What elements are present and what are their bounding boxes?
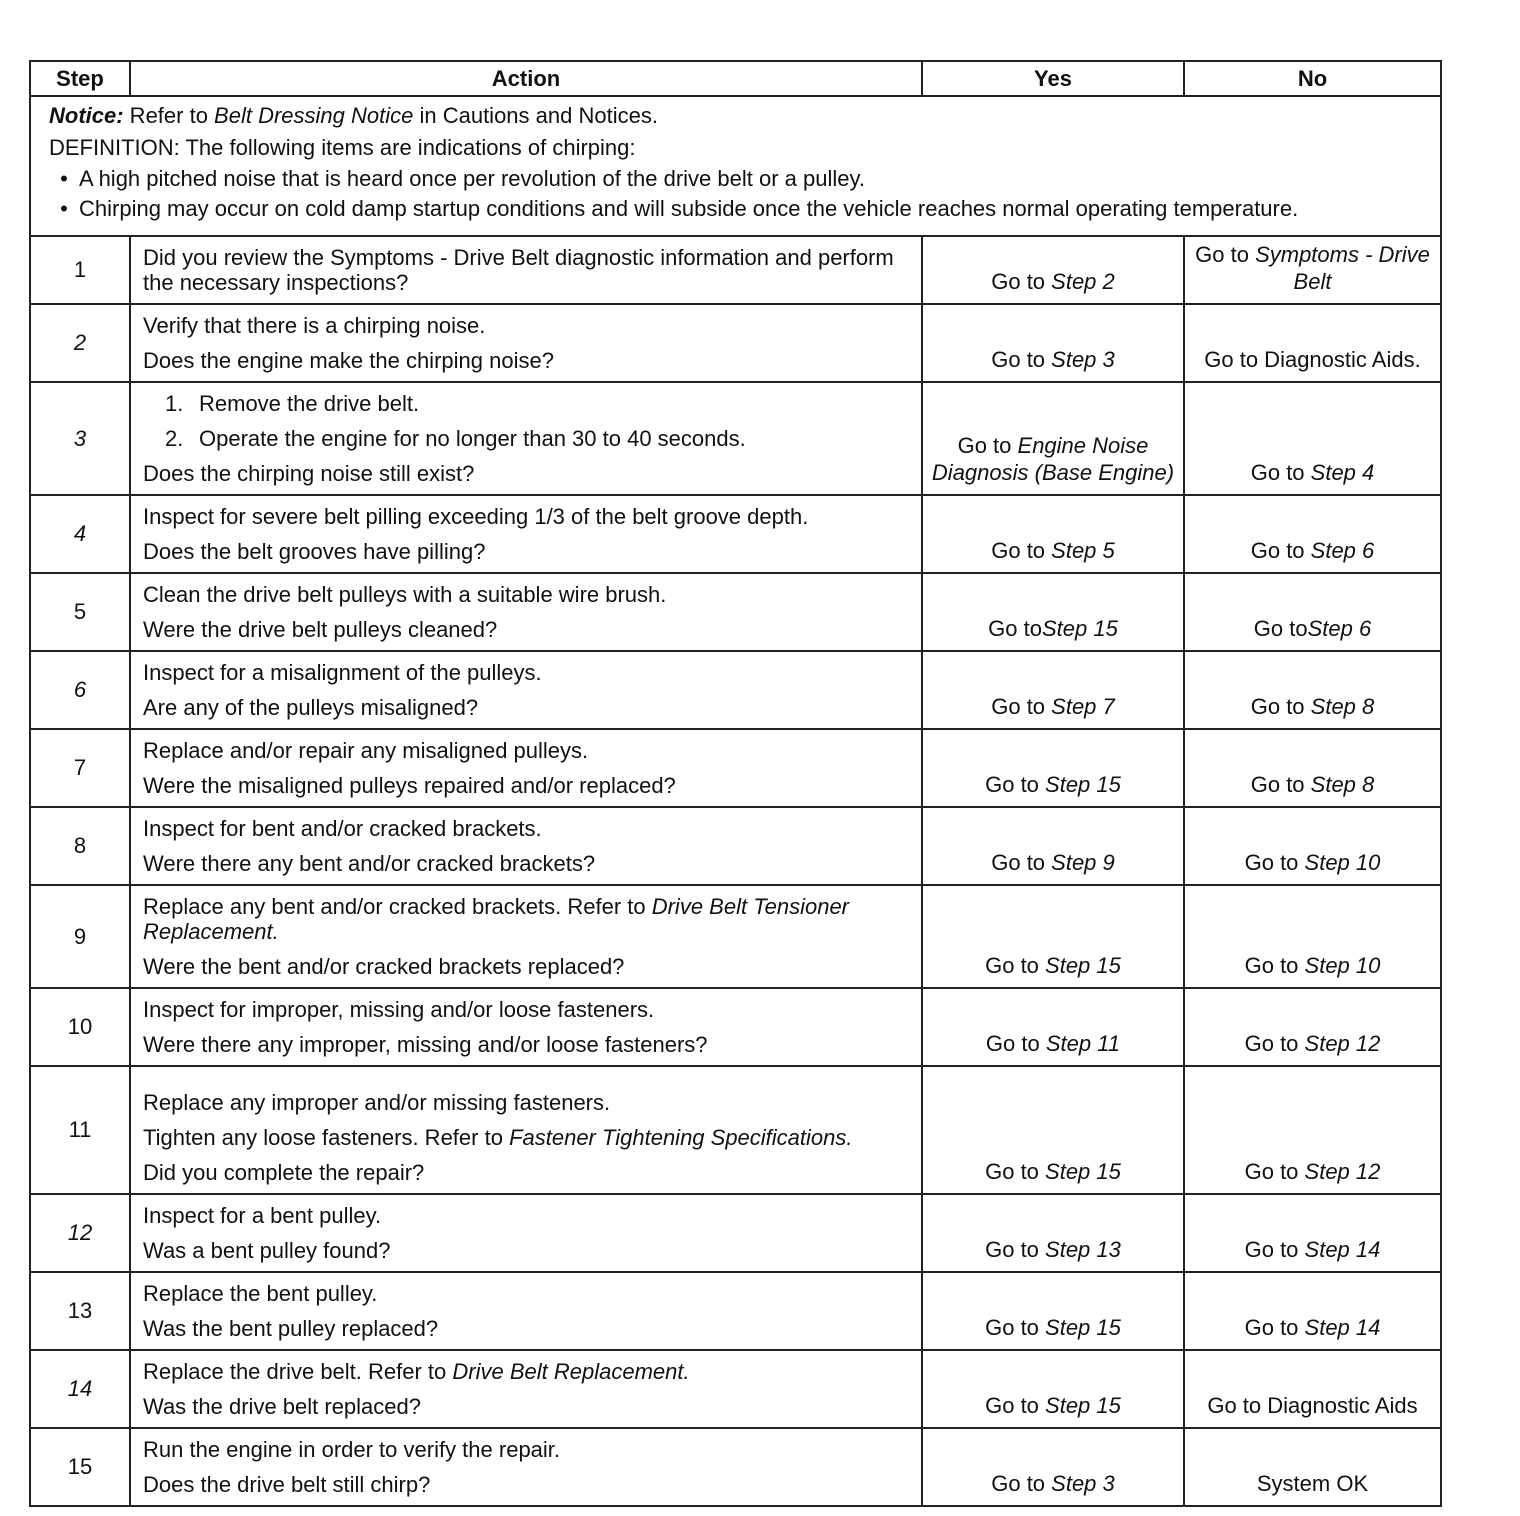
- action-question: Were there any improper, missing and/or loose fasteners?: [143, 1032, 708, 1057]
- yes-ref: Step 7: [1051, 694, 1115, 719]
- no-ref: Step 6: [1310, 538, 1375, 563]
- no-prefix: Go to: [1244, 953, 1305, 978]
- yes-cell: [922, 988, 1184, 1066]
- yes-ref: Engine Noise Diagnosis (Base Engine): [931, 433, 1175, 485]
- action-question: Does the engine make the chirping noise?: [143, 348, 554, 373]
- yes-prefix: Go to: [991, 850, 1052, 875]
- step-number: 6: [30, 651, 130, 729]
- yes-cell: [922, 1194, 1184, 1272]
- no-cell: [1184, 236, 1441, 304]
- no-ref: Step 14: [1304, 1237, 1381, 1262]
- no-cell: [1184, 729, 1441, 807]
- notice-link: Belt Dressing Notice: [214, 103, 414, 128]
- bullet-icon: •: [60, 166, 68, 191]
- step-number: 14: [30, 1350, 130, 1428]
- no-prefix: Go to: [1195, 242, 1256, 267]
- step-number: 13: [30, 1272, 130, 1350]
- step-number: 9: [30, 885, 130, 988]
- no-cell: [1184, 651, 1441, 729]
- yes-cell: [922, 1272, 1184, 1350]
- no-prefix: Go to: [1250, 772, 1311, 797]
- no-cell: [1184, 885, 1441, 988]
- yes-ref: Step 15: [1041, 616, 1118, 641]
- action-cell: [130, 1066, 922, 1194]
- yes-ref: Step 3: [1051, 347, 1115, 372]
- no-cell: [1184, 988, 1441, 1066]
- notice-cell: [30, 96, 1441, 236]
- notice-line: [49, 103, 1422, 129]
- action-question: Was the bent pulley replaced?: [143, 1316, 439, 1341]
- no-prefix: Go to: [1250, 538, 1311, 563]
- step-number: 12: [30, 1194, 130, 1272]
- no-prefix: Go to: [1244, 1237, 1305, 1262]
- no-ref: Step 8: [1310, 772, 1375, 797]
- action-cell: [130, 651, 922, 729]
- yes-prefix: Go to: [957, 433, 1018, 458]
- step-number: 4: [30, 495, 130, 573]
- action-text: Replace and/or repair any misaligned pulleys.: [143, 738, 589, 763]
- action-text: Inspect for bent and/or cracked brackets.: [143, 816, 542, 841]
- action-ref: Drive Belt Replacement.: [452, 1359, 690, 1384]
- action-question: Does the drive belt still chirp?: [143, 1472, 431, 1497]
- list-text: Operate the engine for no longer than 30 to 40 seconds.: [199, 426, 746, 451]
- no-ref: Step 10: [1304, 850, 1381, 875]
- yes-ref: Step 15: [1045, 1393, 1121, 1418]
- yes-ref: Step 3: [1051, 1471, 1115, 1496]
- action-text: Clean the drive belt pulleys with a suitable wire brush.: [143, 582, 667, 607]
- action-cell: [130, 304, 922, 382]
- no-prefix: Go to: [1244, 1031, 1305, 1056]
- no-prefix: Go to: [1244, 850, 1305, 875]
- yes-ref: Step 15: [1045, 953, 1121, 978]
- table-row: [30, 304, 1441, 382]
- action-question: Were the misaligned pulleys repaired and/or replaced?: [143, 773, 676, 798]
- table-row: [30, 729, 1441, 807]
- table-row: [30, 1428, 1441, 1506]
- action-text: Run the engine in order to verify the repair.: [143, 1437, 561, 1462]
- notice-text-a: Refer to: [123, 103, 215, 128]
- action-cell: [130, 807, 922, 885]
- action-question: Did you complete the repair?: [143, 1160, 425, 1185]
- action-cell: [130, 885, 922, 988]
- action-text: [143, 894, 909, 944]
- no-ref: Step 4: [1310, 460, 1375, 485]
- yes-cell: [922, 382, 1184, 495]
- table-row: [30, 651, 1441, 729]
- yes-prefix: Go to: [985, 1237, 1046, 1262]
- action-text: [143, 1125, 909, 1150]
- no-prefix: Go to: [1253, 616, 1308, 641]
- list-number: 1.: [165, 391, 184, 416]
- yes-prefix: Go to: [991, 1471, 1052, 1496]
- list-text: Remove the drive belt.: [199, 391, 420, 416]
- no-prefix: Go to: [1244, 1159, 1305, 1184]
- yes-prefix: Go to: [985, 1315, 1046, 1340]
- yes-prefix: Go to: [985, 1031, 1046, 1056]
- action-cell: [130, 1428, 922, 1506]
- no-cell: [1184, 1194, 1441, 1272]
- action-question: Was the drive belt replaced?: [143, 1394, 421, 1419]
- action-question: Are any of the pulleys misaligned?: [143, 695, 479, 720]
- action-question: Were the bent and/or cracked brackets replaced?: [143, 954, 625, 979]
- step-number: 1: [30, 236, 130, 304]
- yes-prefix: Go to: [985, 772, 1046, 797]
- action-cell: [130, 495, 922, 573]
- table-row: [30, 1272, 1441, 1350]
- no-prefix: Go to: [1244, 1315, 1305, 1340]
- no-text: System OK: [1256, 1471, 1369, 1496]
- action-text-a: Replace the drive belt. Refer to: [143, 1359, 453, 1384]
- action-question: Were there any bent and/or cracked brackets?: [143, 851, 596, 876]
- yes-ref: Step 9: [1051, 850, 1115, 875]
- no-cell: [1184, 573, 1441, 651]
- action-question: Does the belt grooves have pilling?: [143, 539, 486, 564]
- yes-prefix: Go to: [991, 269, 1052, 294]
- table-row: [30, 1194, 1441, 1272]
- no-text: Go to Diagnostic Aids: [1207, 1393, 1418, 1418]
- header-action: Action: [130, 61, 922, 96]
- no-cell: [1184, 1272, 1441, 1350]
- no-ref: Step 10: [1304, 953, 1381, 978]
- action-text: Inspect for improper, missing and/or loose fasteners.: [143, 997, 655, 1022]
- header-yes: Yes: [922, 61, 1184, 96]
- table-row: [30, 988, 1441, 1066]
- yes-prefix: Go to: [985, 1393, 1046, 1418]
- no-cell: [1184, 1428, 1441, 1506]
- action-text: Did you review the Symptoms - Drive Belt diagnostic information and perform the necessary inspections?: [143, 245, 894, 295]
- step-number: 3: [30, 382, 130, 495]
- no-prefix: Go to: [1250, 694, 1311, 719]
- yes-cell: [922, 729, 1184, 807]
- no-ref: Step 12: [1304, 1159, 1381, 1184]
- action-cell: [130, 236, 922, 304]
- no-ref: Step 12: [1304, 1031, 1381, 1056]
- yes-cell: [922, 885, 1184, 988]
- yes-prefix: Go to: [985, 1159, 1046, 1184]
- action-ref: Fastener Tightening Specifications.: [509, 1125, 853, 1150]
- step-number: 5: [30, 573, 130, 651]
- yes-cell: [922, 1066, 1184, 1194]
- yes-cell: [922, 573, 1184, 651]
- table-row: [30, 495, 1441, 573]
- action-text: [143, 1359, 909, 1384]
- no-ref: Step 14: [1304, 1315, 1381, 1340]
- yes-cell: [922, 304, 1184, 382]
- action-question: Were the drive belt pulleys cleaned?: [143, 617, 498, 642]
- action-text: Inspect for severe belt pilling exceeding 1/3 of the belt groove depth.: [143, 504, 809, 529]
- action-cell: [130, 729, 922, 807]
- yes-cell: [922, 236, 1184, 304]
- bullet-item: [49, 197, 1422, 221]
- action-text: Verify that there is a chirping noise.: [143, 313, 486, 338]
- yes-cell: [922, 1350, 1184, 1428]
- yes-cell: [922, 651, 1184, 729]
- diagnostic-table: [29, 60, 1442, 1507]
- notice-label: Notice:: [49, 103, 124, 128]
- bullet-icon: •: [60, 196, 68, 221]
- step-number: 2: [30, 304, 130, 382]
- action-ref: Drive Belt Tensioner Replacement.: [143, 894, 849, 944]
- yes-ref: Step 2: [1051, 269, 1115, 294]
- yes-ref: Step 15: [1045, 772, 1121, 797]
- header-row: [30, 61, 1441, 96]
- yes-cell: [922, 1428, 1184, 1506]
- no-cell: [1184, 304, 1441, 382]
- table-row: [30, 807, 1441, 885]
- no-text: Go to Diagnostic Aids.: [1204, 347, 1421, 372]
- yes-prefix: Go to: [991, 347, 1052, 372]
- action-text: Replace the bent pulley.: [143, 1281, 378, 1306]
- no-ref: Step 6: [1307, 616, 1372, 641]
- bullet-item: [49, 167, 1422, 191]
- yes-ref: Step 15: [1045, 1315, 1121, 1340]
- no-cell: [1184, 495, 1441, 573]
- table-row: [30, 382, 1441, 495]
- yes-cell: [922, 495, 1184, 573]
- action-cell: [130, 1272, 922, 1350]
- step-number: 8: [30, 807, 130, 885]
- action-cell: [130, 988, 922, 1066]
- table-row: [30, 236, 1441, 304]
- no-ref: Symptoms - Drive Belt: [1255, 242, 1430, 294]
- yes-prefix: Go to: [988, 616, 1042, 641]
- no-cell: [1184, 382, 1441, 495]
- list-item: [143, 426, 909, 451]
- action-question: Was a bent pulley found?: [143, 1238, 391, 1263]
- header-step: Step: [30, 61, 130, 96]
- yes-prefix: Go to: [985, 953, 1046, 978]
- action-cell: [130, 382, 922, 495]
- table-row: [30, 573, 1441, 651]
- no-prefix: Go to: [1250, 460, 1311, 485]
- action-question: Does the chirping noise still exist?: [143, 461, 475, 486]
- no-cell: [1184, 1350, 1441, 1428]
- yes-ref: Step 13: [1045, 1237, 1121, 1262]
- definition-line: DEFINITION: The following items are indications of chirping:: [49, 135, 636, 160]
- step-number: 10: [30, 988, 130, 1066]
- action-text-a: Replace any bent and/or cracked brackets. Refer to: [143, 894, 652, 919]
- step-number: 11: [30, 1066, 130, 1194]
- yes-prefix: Go to: [991, 694, 1052, 719]
- action-text: Inspect for a bent pulley.: [143, 1203, 382, 1228]
- bullet-text: A high pitched noise that is heard once per revolution of the drive belt or a pulley.: [79, 166, 865, 191]
- list-number: 2.: [165, 426, 184, 451]
- no-cell: [1184, 1066, 1441, 1194]
- notice-text-b: in Cautions and Notices.: [413, 103, 658, 128]
- no-ref: Step 8: [1310, 694, 1375, 719]
- header-no: No: [1184, 61, 1441, 96]
- yes-prefix: Go to: [991, 538, 1052, 563]
- table-row: [30, 885, 1441, 988]
- table-row: [30, 1066, 1441, 1194]
- action-cell: [130, 1350, 922, 1428]
- table-row: [30, 1350, 1441, 1428]
- step-number: 15: [30, 1428, 130, 1506]
- action-text: Inspect for a misalignment of the pulleys.: [143, 660, 542, 685]
- yes-ref: Step 5: [1051, 538, 1115, 563]
- bullet-text: Chirping may occur on cold damp startup conditions and will subside once the vehicle reaches normal operating temperature.: [79, 196, 1299, 221]
- yes-ref: Step 11: [1045, 1031, 1121, 1056]
- action-text: Replace any improper and/or missing fasteners.: [143, 1090, 611, 1115]
- notice-row: [30, 96, 1441, 236]
- action-cell: [130, 573, 922, 651]
- yes-ref: Step 15: [1045, 1159, 1121, 1184]
- yes-cell: [922, 807, 1184, 885]
- no-cell: [1184, 807, 1441, 885]
- list-item: [143, 391, 909, 416]
- action-cell: [130, 1194, 922, 1272]
- action-text-a: Tighten any loose fasteners. Refer to: [143, 1125, 510, 1150]
- step-number: 7: [30, 729, 130, 807]
